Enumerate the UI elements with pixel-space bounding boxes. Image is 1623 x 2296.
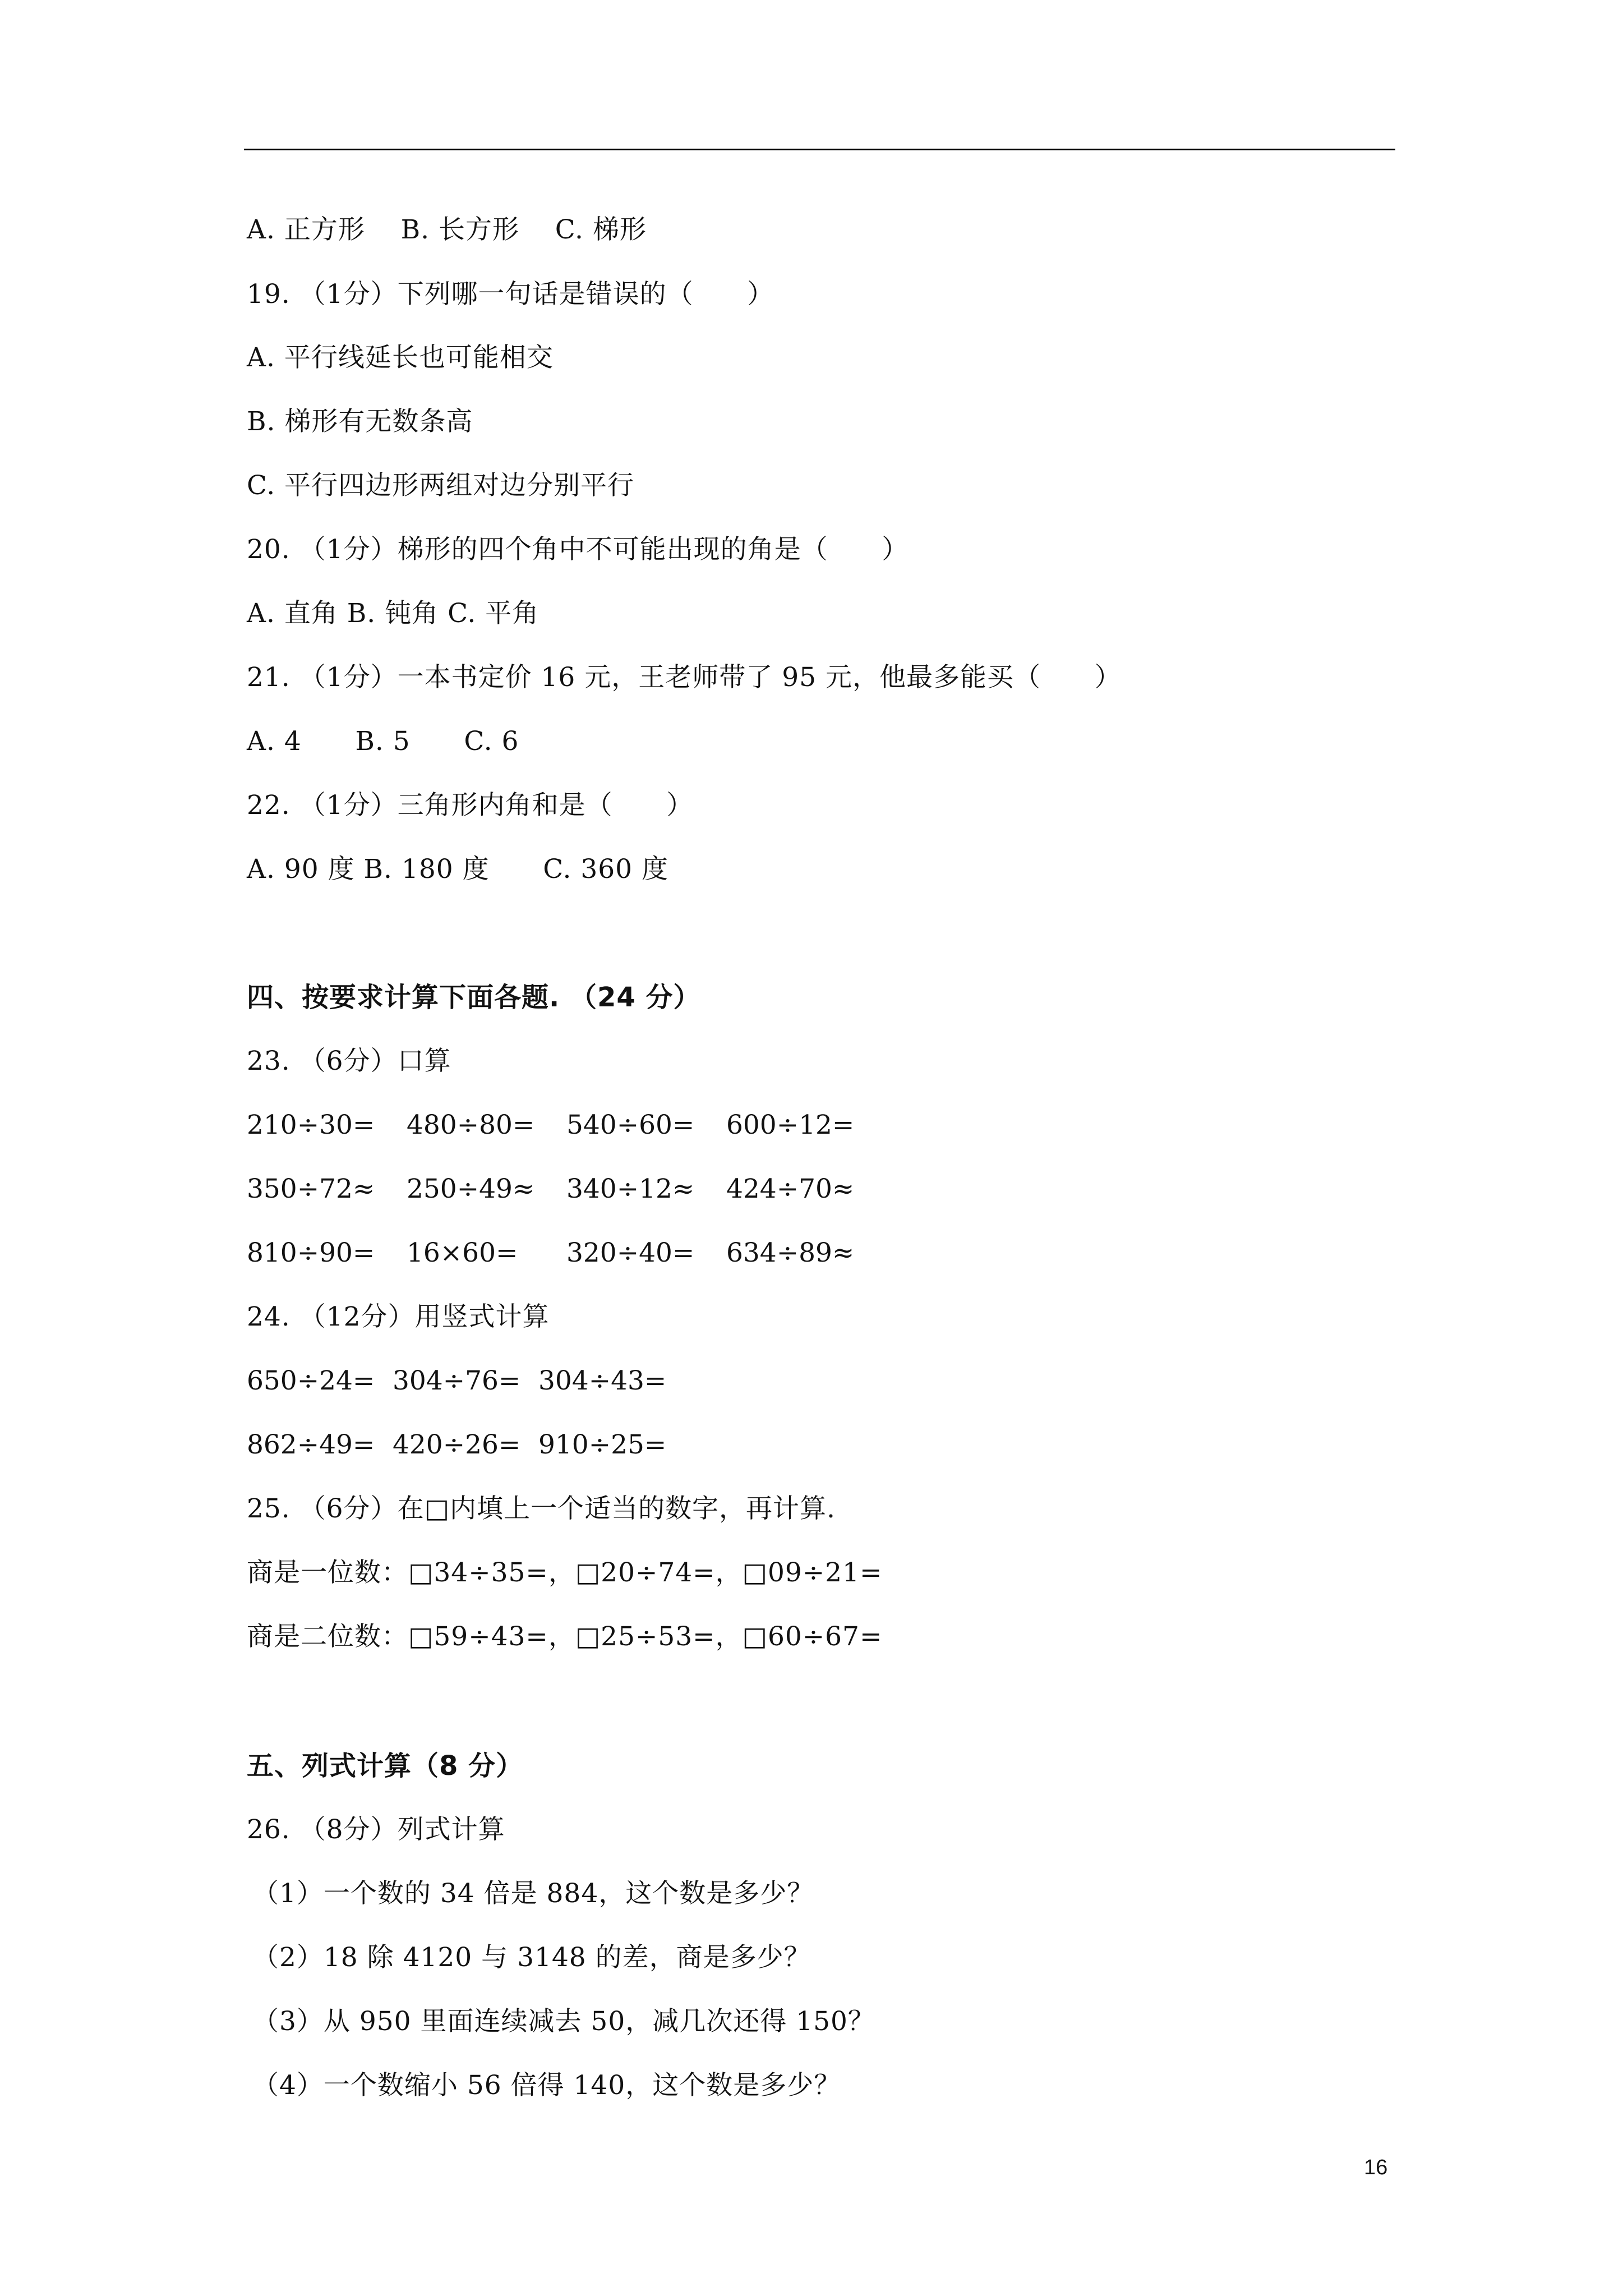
q24-cell: 420÷26= (393, 1429, 521, 1460)
q24-cell: 304÷43= (538, 1365, 667, 1396)
q25-stem: 25. （6分）在□内填上一个适当的数字，再计算. (247, 1493, 836, 1524)
q23-cell: 480÷80= (407, 1110, 535, 1140)
q23-cell: 634÷89≈ (726, 1237, 855, 1268)
q23-stem: 23. （6分）口算 (247, 1046, 451, 1076)
q26-item-3: （3）从 950 里面连续减去 50，减几次还得 150？ (252, 2006, 875, 2037)
q23-cell: 16×60= (407, 1237, 518, 1268)
q19-option-c: C. 平行四边形两组对边分别平行 (247, 470, 635, 501)
q19-option-b: B. 梯形有无数条高 (247, 406, 473, 437)
q23-cell: 250÷49≈ (407, 1174, 535, 1204)
q23-cell: 320÷40= (566, 1237, 695, 1268)
q23-cell: 810÷90= (247, 1237, 375, 1268)
q24-cell: 304÷76= (393, 1365, 521, 1396)
q18-options: A. 正方形 B. 长方形 C. 梯形 (247, 214, 647, 245)
page-number: 16 (1364, 2156, 1388, 2179)
q22-options: A. 90 度 B. 180 度 C. 360 度 (247, 854, 669, 885)
q26-item-4: （4）一个数缩小 56 倍得 140，这个数是多少？ (252, 2070, 841, 2101)
q20-stem: 20. （1分）梯形的四个角中不可能出现的角是（ ） (247, 534, 909, 565)
q24-cell: 650÷24= (247, 1365, 375, 1396)
q26-item-1: （1）一个数的 34 倍是 884，这个数是多少？ (252, 1878, 814, 1909)
q26-stem: 26. （8分）列式计算 (247, 1814, 505, 1845)
q21-stem: 21. （1分）一本书定价 16 元，王老师带了 95 元，他最多能买（ ） (247, 662, 1122, 693)
q24-cell: 862÷49= (247, 1429, 375, 1460)
q23-cell: 540÷60= (566, 1110, 695, 1140)
q23-cell: 424÷70≈ (726, 1174, 855, 1204)
q22-stem: 22. （1分）三角形内角和是（ ） (247, 790, 694, 821)
header-rule (244, 149, 1395, 150)
q23-cell: 600÷12= (726, 1110, 855, 1140)
q26-item-2: （2）18 除 4120 与 3148 的差，商是多少？ (252, 1942, 811, 1973)
q23-cell: 340÷12≈ (566, 1174, 695, 1204)
q23-cell: 210÷30= (247, 1110, 375, 1140)
q24-cell: 910÷25= (538, 1429, 667, 1460)
q21-options: A. 4 B. 5 C. 6 (247, 726, 519, 757)
q20-options: A. 直角 B. 钝角 C. 平角 (247, 598, 540, 629)
q19-stem: 19. （1分）下列哪一句话是错误的（ ） (247, 279, 774, 310)
q24-stem: 24. （12分）用竖式计算 (247, 1301, 550, 1332)
q25-line-1: 商是一位数：□34÷35=，□20÷74=，□09÷21= (247, 1557, 883, 1588)
q23-cell: 350÷72≈ (247, 1174, 375, 1204)
section4-title: 四、按要求计算下面各题. （24 分） (247, 982, 701, 1013)
q25-line-2: 商是二位数：□59÷43=，□25÷53=，□60÷67= (247, 1621, 883, 1652)
q19-option-a: A. 平行线延长也可能相交 (247, 342, 554, 373)
section5-title: 五、列式计算（8 分） (247, 1750, 524, 1782)
